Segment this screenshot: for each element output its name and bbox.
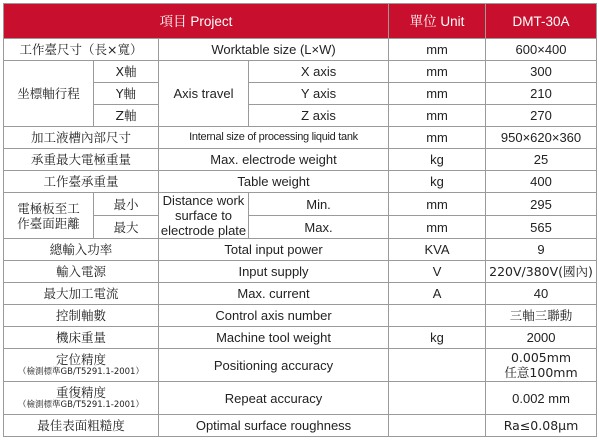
row-label-zh: 總輸入功率 [4,239,159,261]
row-label-en: Positioning accuracy [159,349,389,382]
row-value: 25 [486,149,597,171]
table-row [4,39,597,61]
spec-table-wrapper [3,3,596,437]
table-row [4,239,597,261]
row-label-zh: 承重最大電極重量 [4,149,159,171]
row-value-line: 任意100mm [504,365,578,380]
row-value: 295 [486,193,597,216]
row-label-en: Control axis number [159,305,389,327]
row-label-en: Worktable size (L×W) [159,39,389,61]
table-row [4,305,597,327]
table-row [4,349,597,382]
row-sublabel-zh: 最小 [94,193,159,216]
spec-table [3,3,597,437]
table-row [4,149,597,171]
row-value: 210 [486,83,597,105]
row-label-en: Table weight [159,171,389,193]
row-value-line: 0.005mm [510,350,572,365]
header-model: DMT-30A [486,4,597,39]
row-unit: mm [389,105,486,127]
row-value: 9 [486,239,597,261]
row-unit: kg [389,327,486,349]
row-label-zh-main: 定位精度 [55,352,106,367]
row-value: 2000 [486,327,597,349]
row-value: 565 [486,216,597,239]
row-label-en: Input supply [159,261,389,283]
row-sublabel-en: Max. [249,216,389,239]
table-row [4,382,597,415]
row-label-zh [4,349,159,382]
row-unit: A [389,283,486,305]
row-label-zh-line: 作臺面距離 [17,215,80,231]
row-label-zh: 工作臺尺寸（長×寬） [4,39,159,61]
row-unit: mm [389,39,486,61]
row-label-en: Repeat accuracy [159,382,389,415]
row-sublabel-en: Min. [249,193,389,216]
row-label-en: Axis travel [159,61,249,127]
row-sublabel-en: Y axis [249,83,389,105]
row-value: 40 [486,283,597,305]
row-label-zh: 工作臺承重量 [4,171,159,193]
table-row [4,283,597,305]
row-label-zh [4,193,94,239]
row-label-zh: 輸入電源 [4,261,159,283]
row-label-zh-note: （檢測標準GB/T5291.1-2001） [18,367,144,377]
row-label-zh [4,382,159,415]
row-sublabel-zh: Y軸 [94,83,159,105]
row-value: 300 [486,61,597,83]
row-label-zh-main: 重復精度 [55,385,106,400]
table-row [4,327,597,349]
table-row [4,127,597,149]
row-unit: KVA [389,239,486,261]
row-label-en-line: Distance work [162,193,245,208]
row-unit: mm [389,83,486,105]
row-label-zh: 最佳表面粗糙度 [4,415,159,437]
row-unit: mm [389,216,486,239]
header-item: 項目 Project [4,4,389,39]
row-label-zh: 機床重量 [4,327,159,349]
row-label-en-line: electrode plate [160,223,247,238]
row-value: 270 [486,105,597,127]
row-unit [389,382,486,415]
row-unit [389,415,486,437]
row-label-zh-line: 電極板至工 [17,200,80,216]
row-label-zh: 最大加工電流 [4,283,159,305]
table-row [4,415,597,437]
table-row [4,261,597,283]
table-row [4,61,597,83]
row-unit [389,305,486,327]
row-label-en-line: surface to [174,208,233,223]
row-unit [389,349,486,382]
row-label-zh: 控制軸數 [4,305,159,327]
row-sublabel-en: Z axis [249,105,389,127]
row-label-en: Machine tool weight [159,327,389,349]
table-row [4,193,597,216]
row-unit: mm [389,193,486,216]
row-value: 950×620×360 [486,127,597,149]
header-row [4,4,597,39]
row-value: 600×400 [486,39,597,61]
row-unit: mm [389,127,486,149]
row-unit: kg [389,149,486,171]
row-label-en: Max. current [159,283,389,305]
row-label-en: Optimal surface roughness [159,415,389,437]
row-unit: kg [389,171,486,193]
row-label-en [159,193,249,239]
row-label-en: Internal size of processing liquid tank [159,127,389,149]
row-value: 三軸三聯動 [486,305,597,327]
table-row [4,171,597,193]
row-label-en: Total input power [159,239,389,261]
row-sublabel-zh: Z軸 [94,105,159,127]
row-sublabel-zh: X軸 [94,61,159,83]
row-unit: mm [389,61,486,83]
row-value: Ra≤0.08μm [486,415,597,437]
row-label-zh: 加工液槽內部尺寸 [4,127,159,149]
row-value: 220V/380V(國內) [486,261,597,283]
row-sublabel-zh: 最大 [94,216,159,239]
row-value: 0.002 mm [486,382,597,415]
row-unit: V [389,261,486,283]
header-unit: 單位 Unit [389,4,486,39]
row-label-zh-note: （檢測標準GB/T5291.1-2001） [18,400,144,410]
row-label-en: Max. electrode weight [159,149,389,171]
row-label-zh: 坐標軸行程 [4,61,94,127]
row-sublabel-en: X axis [249,61,389,83]
row-value [486,349,597,382]
row-value: 400 [486,171,597,193]
